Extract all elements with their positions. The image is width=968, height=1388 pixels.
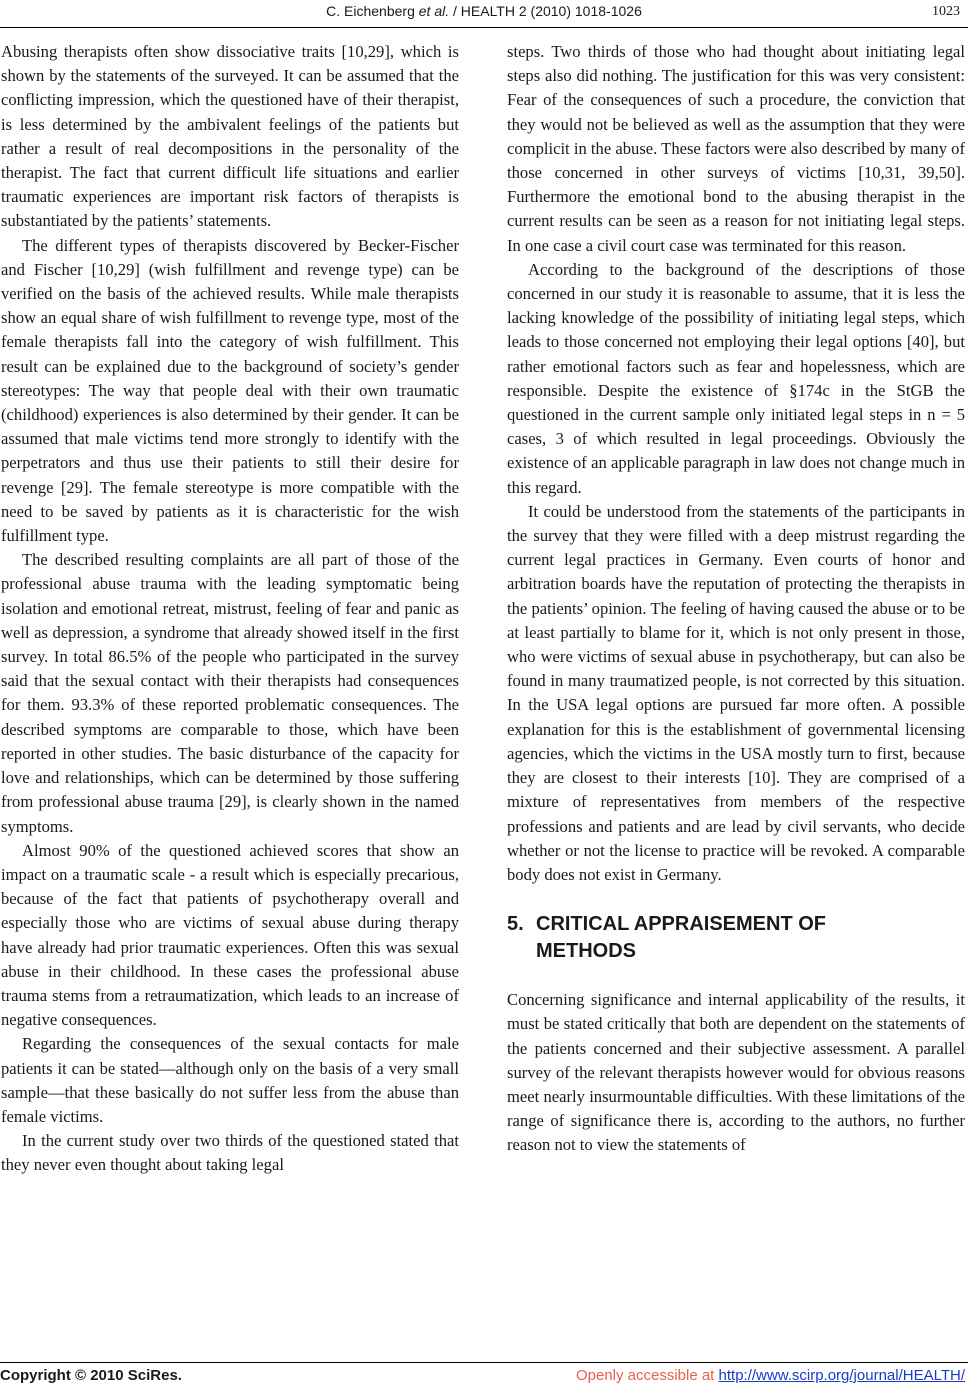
open-access-notice — [576, 1367, 965, 1384]
running-header — [0, 3, 968, 25]
section-title-line-2: METHODS — [536, 940, 636, 963]
right-column — [507, 40, 965, 1158]
paragraph: Abusing therapists often show dissociative traits [10,29], which is shown by the statements of the surveyed. It can be assumed that the conflicting impression, which the questioned have of their therapist, is less determined by the ambivalent feelings of the patients but rather a result of real decompositions in the personality of the therapist. The fact that current difficult life situations and earlier traumatic experiences are important risk factors of therapists is substantiated by the patients’ statements. — [1, 42, 459, 231]
section-heading — [507, 911, 965, 965]
paragraph: steps. Two thirds of those who had thought about initiating legal steps also did nothing. The justification for this was very consistent: Fear of the consequences of such a procedure, the conviction that they would not be believed as well as the assumption that they were complicit in the abuse. These factors were also described by many of those concerned in other surveys of victims [10,31, 39,50]. Furthermore the emotional bond to the abusing therapist in the current results can be seen as a reason for not initiating legal steps. In one case a civil court case was terminated for this reason. — [507, 42, 965, 255]
copyright-notice: Copyright © 2010 SciRes. — [0, 1367, 182, 1384]
journal-reference: / HEALTH 2 (2010) 1018-1026 — [449, 3, 642, 19]
left-column — [1, 40, 459, 1178]
open-access-label: Openly accessible at — [575, 1367, 719, 1384]
paragraph: The described resulting complaints are all part of those of the professional abuse trauma with the leading symptomatic being isolation and emotional retreat, mistrust, feeling of fear and panic as well as depression, a syndrome that already showed itself in the first survey. In total 86.5% of the people who participated in the survey said that the sexual contact with their therapists had consequences for them. 93.3% of these reported problematic consequences. The described symptoms are comparable to those, which have been reported in other studies. The basic disturbance of the capacity for love and relationships, which can be determined by those suffering from professional abuse trauma [29], is clearly shown in the named symptoms. — [1, 550, 459, 836]
et-al: et al. — [418, 3, 450, 19]
header-divider — [0, 27, 968, 28]
paragraph: According to the background of the descriptions of those concerned in our study it is reasonable to assume, that it is less the lacking knowledge of the possibility of initiating legal steps, which leads to those concerned not employing their legal options [40], but rather emotional factors such as fear and hopelessness, which are responsible. Despite the existence of §174c in the StGB the questioned in the current sample only initiated legal steps in n = 5 cases, 3 of which resulted in legal proceedings. Obviously the existence of an applicable paragraph in law does not change much in this regard. — [507, 259, 965, 497]
paragraph: Regarding the consequences of the sexual contacts for male patients it can be stated—although only on the basis of a very small sample—that these basically do not suffer less from the abuse than female victims. — [1, 1034, 459, 1126]
paragraph: It could be understood from the statements of the participants in the survey that they were filled with a deep mistrust regarding the current legal practices in Germany. Even courts of honor and arbitration boards have the reputation of protecting the therapists in the patients’ opinion. The feeling of having caused the abuse or to be at least partially to blame for it, which is not only present in those, who were victims of sexual abuse in psychotherapy, but can also be found in many traumatized people, is not corrected by this situation. In the USA legal options are pursued far more often. A possible explanation for this is the establishment of governmental licensing agencies, which the victims in the USA mostly turn to first, because they are closest to their interests [10]. They are comprised of a mixture of representatives from members of the respective professions and patients and are lead by civil servants, who decide whether or not the license to practice will be revoked. A comparable body does not exist in Germany. — [507, 501, 965, 884]
paragraph: Almost 90% of the questioned achieved scores that show an impact on a traumatic scale - a result which is especially precarious, because of the fact that patients of psychotherapy overall and especially those who are victims of sexual abuse during therapy have already had prior traumatic experiences. Often this was sexual abuse in their childhood. In these cases the professional abuse trauma stems from a retraumatization, which leads to an increase of negative consequences. — [1, 840, 459, 1030]
section-number: 5. — [507, 913, 524, 936]
paragraph: The different types of therapists discovered by Becker-Fischer and Fischer [10,29] (wish fulfillment and revenge type) can be verified on the basis of the achieved results. While male therapists show an equal share of wish fulfillment to revenge type, most of the female therapists fall into the category of wish fulfillment. This result can be explained due to the background of society’s gender stereotypes: The way that people deal with their own traumatic (childhood) experiences is also determined by their gender. It can be assumed that male victims tend more strongly to identify with the perpetrators and thus use their patients to still their desire for revenge [29]. The female stereotype is more compatible with the need to be saved by patients as it is characteristic for the wish fulfillment type. — [1, 235, 459, 546]
paragraph: In the current study over two thirds of the questioned stated that they never even thought about taking legal — [1, 1131, 459, 1175]
section-title-line-1: CRITICAL APPRAISEMENT OF — [536, 913, 827, 936]
footer-divider — [0, 1362, 968, 1363]
journal-link[interactable]: http://www.scirp.org/journal/HEALTH/ — [718, 1367, 965, 1384]
paragraph: Concerning significance and internal applicability of the results, it must be stated critically that both are dependent on the statements of the patients concerned and their subjective assessment. A parallel survey of the relevant therapists however would for obvious reasons meet nearly insurmountable difficulties. With these limitations of the range of significance there is, according to the authors, no further reason not to view the statements of — [507, 990, 965, 1155]
author-name: C. Eichenberg — [326, 3, 419, 19]
page-number: 1023 — [932, 4, 960, 19]
journal-citation — [0, 3, 968, 19]
